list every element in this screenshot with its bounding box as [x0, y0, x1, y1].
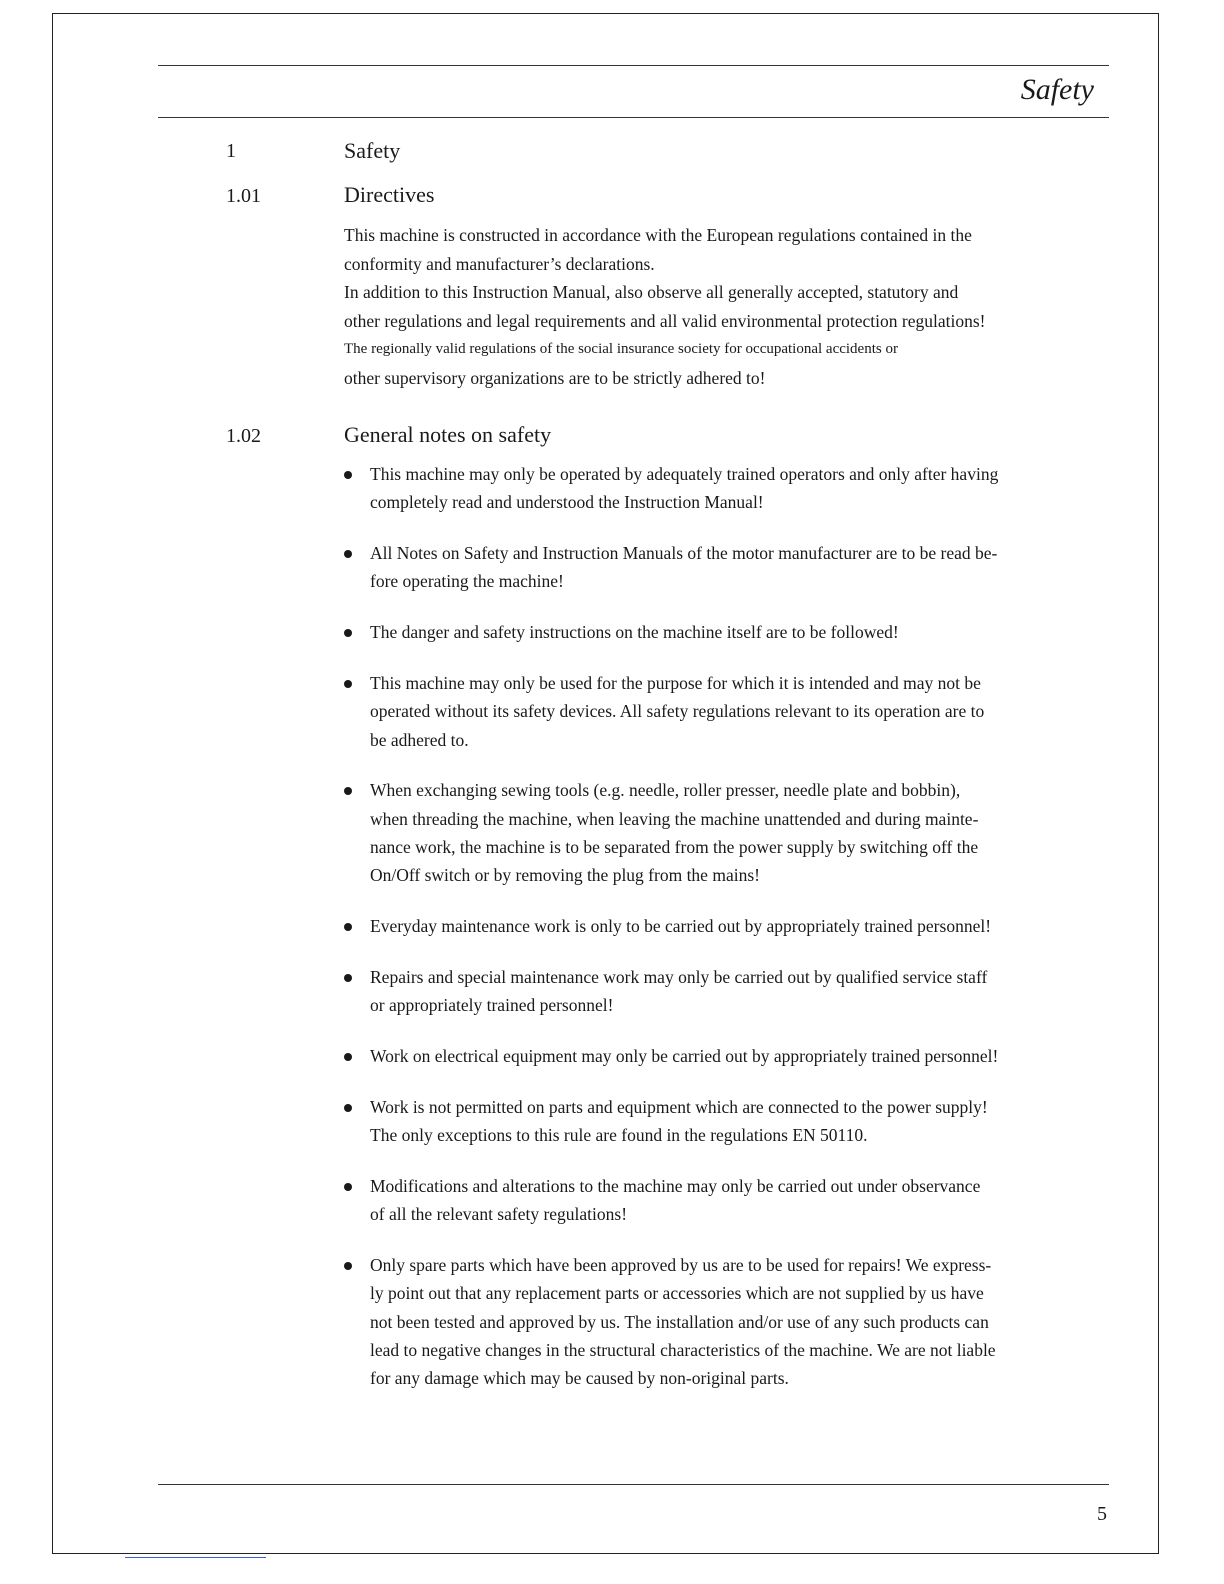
text-line: other regulations and legal requirements and all valid environmental protection regulations!: [344, 310, 986, 331]
list-item: [344, 963, 1064, 1020]
subsection-number-general-notes: 1.02: [226, 425, 261, 447]
text-line: completely read and understood the Instruction Manual!: [370, 492, 764, 513]
text-line: Work on electrical equipment may only be carried out by appropriately trained personnel!: [370, 1045, 999, 1066]
text-line: for any damage which may be caused by non-original parts.: [370, 1368, 789, 1389]
text-line: lead to negative changes in the structural characteristics of the machine. We are not liable: [370, 1339, 996, 1360]
safety-notes-list: [344, 460, 1064, 1415]
footer-rule: [158, 1484, 1109, 1485]
bullet-icon: [344, 923, 352, 931]
bottom-edge-mark: [125, 1557, 266, 1558]
bullet-icon: [344, 550, 352, 558]
text-line: Modifications and alterations to the machine may only be carried out under observance: [370, 1175, 981, 1196]
list-item: [344, 460, 1064, 517]
subsection-title-general-notes: General notes on safety: [344, 422, 552, 447]
text-line: operated without its safety devices. All safety regulations relevant to its operation are to: [370, 701, 985, 722]
text-line: of all the relevant safety regulations!: [370, 1204, 628, 1225]
text-line: or appropriately trained personnel!: [370, 995, 614, 1016]
text-line: fore operating the machine!: [370, 571, 564, 592]
section-title: Safety: [344, 138, 401, 163]
bullet-icon: [344, 1183, 352, 1191]
list-item: [344, 1042, 1064, 1070]
text-line: The only exceptions to this rule are found in the regulations EN 50110.: [370, 1125, 868, 1146]
bullet-icon: [344, 471, 352, 479]
text-line: In addition to this Instruction Manual, also observe all generally accepted, statutory and: [344, 282, 959, 302]
subsection-number-directives: 1.01: [226, 185, 261, 207]
text-line: This machine is constructed in accordance with the European regulations contained in the: [344, 225, 972, 245]
list-item: [344, 618, 1064, 646]
header-top-rule: [158, 65, 1109, 66]
bullet-icon: [344, 1053, 352, 1061]
list-item: [344, 669, 1064, 754]
text-line: All Notes on Safety and Instruction Manuals of the motor manufacturer are to be read be-: [370, 543, 998, 564]
text-line: Repairs and special maintenance work may only be carried out by qualified service staff: [370, 966, 988, 987]
bullet-icon: [344, 974, 352, 982]
bullet-icon: [344, 1262, 352, 1270]
text-line: On/Off switch or by removing the plug from the mains!: [370, 865, 760, 886]
text-line: This machine may only be used for the purpose for which it is intended and may not be: [370, 672, 981, 693]
list-item: [344, 1093, 1064, 1150]
list-item: [344, 912, 1064, 940]
text-line: ly point out that any replacement parts or accessories which are not supplied by us have: [370, 1283, 984, 1304]
text-line: nance work, the machine is to be separated from the power supply by switching off the: [370, 836, 979, 857]
list-item: [344, 776, 1064, 889]
text-line: be adhered to.: [370, 729, 469, 750]
text-line: not been tested and approved by us. The installation and/or use of any such products can: [370, 1311, 989, 1332]
directives-paragraph: [344, 221, 1064, 392]
header-bottom-rule: [158, 117, 1109, 118]
list-item: [344, 1172, 1064, 1229]
running-header-title: Safety: [1020, 73, 1094, 106]
subsection-title-directives: Directives: [344, 182, 435, 207]
text-line: when threading the machine, when leaving the machine unattended and during mainte-: [370, 808, 979, 829]
bullet-icon: [344, 1104, 352, 1112]
section-number: 1: [226, 140, 236, 162]
page-number: 5: [1097, 1503, 1107, 1525]
text-line: This machine may only be operated by adequately trained operators and only after having: [370, 464, 999, 484]
text-line: conformity and manufacturer’s declarations.: [344, 253, 655, 274]
text-line: Work is not permitted on parts and equipment which are connected to the power supply!: [370, 1096, 988, 1117]
list-item: [344, 1251, 1064, 1392]
bullet-icon: [344, 680, 352, 688]
list-item: [344, 539, 1064, 596]
bullet-icon: [344, 629, 352, 637]
text-line: Only spare parts which have been approved by us are to be used for repairs! We express-: [370, 1254, 992, 1275]
text-line: When exchanging sewing tools (e.g. needle, roller presser, needle plate and bobbin),: [370, 780, 961, 801]
bullet-icon: [344, 787, 352, 795]
text-line: other supervisory organizations are to be strictly adhered to!: [344, 367, 766, 388]
text-line: The danger and safety instructions on the machine itself are to be followed!: [370, 622, 899, 643]
text-line: The regionally valid regulations of the social insurance society for occupational accidents or: [344, 341, 898, 357]
text-line: Everyday maintenance work is only to be carried out by appropriately trained personnel!: [370, 916, 992, 937]
